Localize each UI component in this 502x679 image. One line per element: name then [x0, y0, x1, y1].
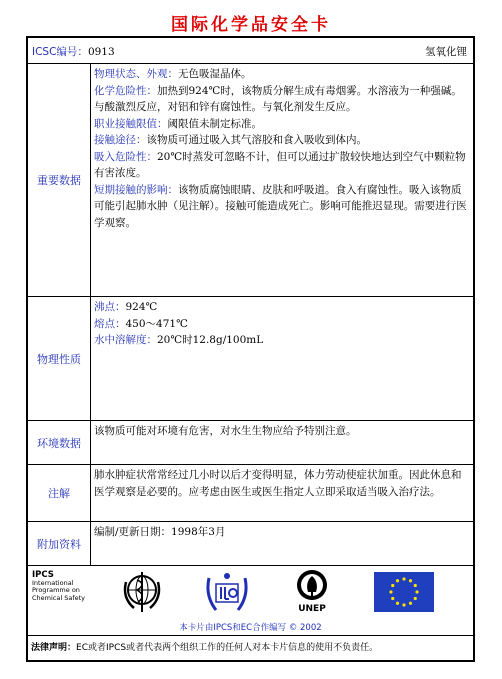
- icsc-label: ICSC编号：: [32, 46, 88, 58]
- additional-section: [28, 522, 473, 566]
- card-frame: [26, 36, 475, 662]
- unep-text: UNEP: [298, 604, 326, 614]
- eu-star-icon: [391, 597, 394, 600]
- important-data-label: 重要数据: [28, 64, 91, 296]
- notes-text: 肺水肿症状常常经过几小时以后才变得明显，体力劳动使症状加重。因此休息和医学观察是必要的。应考虑由医生或医生指定人立即采取适当吸入治疗法。: [94, 469, 462, 498]
- additional-label: 附加资料: [28, 522, 91, 565]
- eu-star-icon: [391, 584, 394, 587]
- logos-section: [28, 566, 473, 636]
- boiling-point-label: 沸点：: [94, 301, 126, 313]
- environmental-label: 环境数据: [28, 421, 91, 464]
- eu-star-icon: [414, 584, 417, 587]
- eu-star-icon: [402, 577, 405, 580]
- boiling-point-value: 924℃: [125, 301, 158, 313]
- chemical-hazard-text: 加热到924℃时，该物质分解生成有毒烟雾。水溶液为一种强碱。与酸激烈反应，对铝和锌有腐蚀性。与氧化剂发生反应。: [94, 84, 462, 113]
- solubility-label: 水中溶解度：: [94, 334, 157, 346]
- credit-text: 本卡片由IPCS和EC合作编写 © 2002: [179, 623, 322, 633]
- ipcs-line-1: International: [32, 578, 74, 587]
- legal-section: [28, 636, 473, 662]
- unep-logo-icon: [290, 568, 334, 604]
- eu-star-icon: [414, 597, 417, 600]
- ipcs-abbr: IPCS: [32, 570, 54, 580]
- eu-star-icon: [409, 579, 412, 582]
- icsc-number: 0913: [87, 46, 115, 58]
- important-data-section: [28, 64, 473, 297]
- chemical-hazard-label: 化学危险性：: [94, 84, 157, 97]
- physical-state-text: 无色吸湿晶体。: [178, 68, 252, 80]
- legal-text: EC或者IPCS或者代表两个组织工作的任何人对本卡片信息的使用不负责任。: [76, 643, 379, 653]
- eu-star-icon: [396, 579, 399, 582]
- exposure-limit-label: 职业接触限值：: [94, 117, 168, 130]
- exposure-limit-text: 阈限值未制定标准。: [167, 117, 262, 130]
- eu-flag-icon: [374, 572, 434, 612]
- eu-star-icon: [402, 603, 405, 606]
- route-label: 接触途径：: [94, 134, 147, 146]
- eu-star-icon: [415, 590, 418, 593]
- who-logo-icon: [120, 568, 164, 618]
- ipcs-block: [32, 572, 85, 602]
- short-term-text: 该物质腐蚀眼睛、皮肤和呼吸道。食入有腐蚀性。吸入该物质可能引起肺水肿（见注解）。接触可能造成死亡。影响可能推迟显现。需要进行医学观察。: [94, 183, 467, 229]
- short-term-label: 短期接触的影响：: [94, 183, 178, 196]
- physical-properties-section: [28, 297, 473, 421]
- ilo-logo-icon: [204, 568, 250, 616]
- route-text: 该物质可通过吸入其气溶胶和食入吸收到体内。: [146, 134, 367, 146]
- physical-properties-content: [92, 297, 473, 420]
- ipcs-line-3: Chemical Safety: [32, 593, 86, 602]
- id-row: [28, 38, 473, 64]
- solubility-value: 20℃时12.8g/100mL: [157, 334, 264, 346]
- additional-text: 编制/更新日期：1998年3月: [94, 526, 226, 538]
- melting-point-label: 熔点：: [94, 317, 126, 330]
- environmental-section: [28, 421, 473, 465]
- ipcs-line-2: Programme on: [32, 586, 80, 594]
- melting-point-value: 450～471℃: [125, 317, 188, 330]
- legal-label: 法律声明：: [31, 643, 77, 653]
- card-title: 国际化学品安全卡: [171, 15, 331, 35]
- important-data-content: [92, 64, 473, 296]
- notes-section: [28, 465, 473, 522]
- eu-star-icon: [409, 602, 412, 605]
- eu-star-icon: [396, 602, 399, 605]
- inhalation-label: 吸入危险性：: [94, 150, 157, 163]
- physical-state-label: 物理状态、外观：: [94, 68, 178, 80]
- physical-properties-label: 物理性质: [28, 297, 91, 420]
- chemical-name: 氢氧化锂: [425, 46, 467, 58]
- eu-star-icon: [389, 590, 392, 593]
- notes-label: 注解: [28, 465, 91, 521]
- inhalation-text: 20℃时蒸发可忽略不计，但可以通过扩散较快地达到空气中颗粒物有害浓度。: [94, 150, 466, 179]
- environmental-text: 该物质可能对环境有危害，对水生生物应给予特别注意。: [94, 425, 357, 437]
